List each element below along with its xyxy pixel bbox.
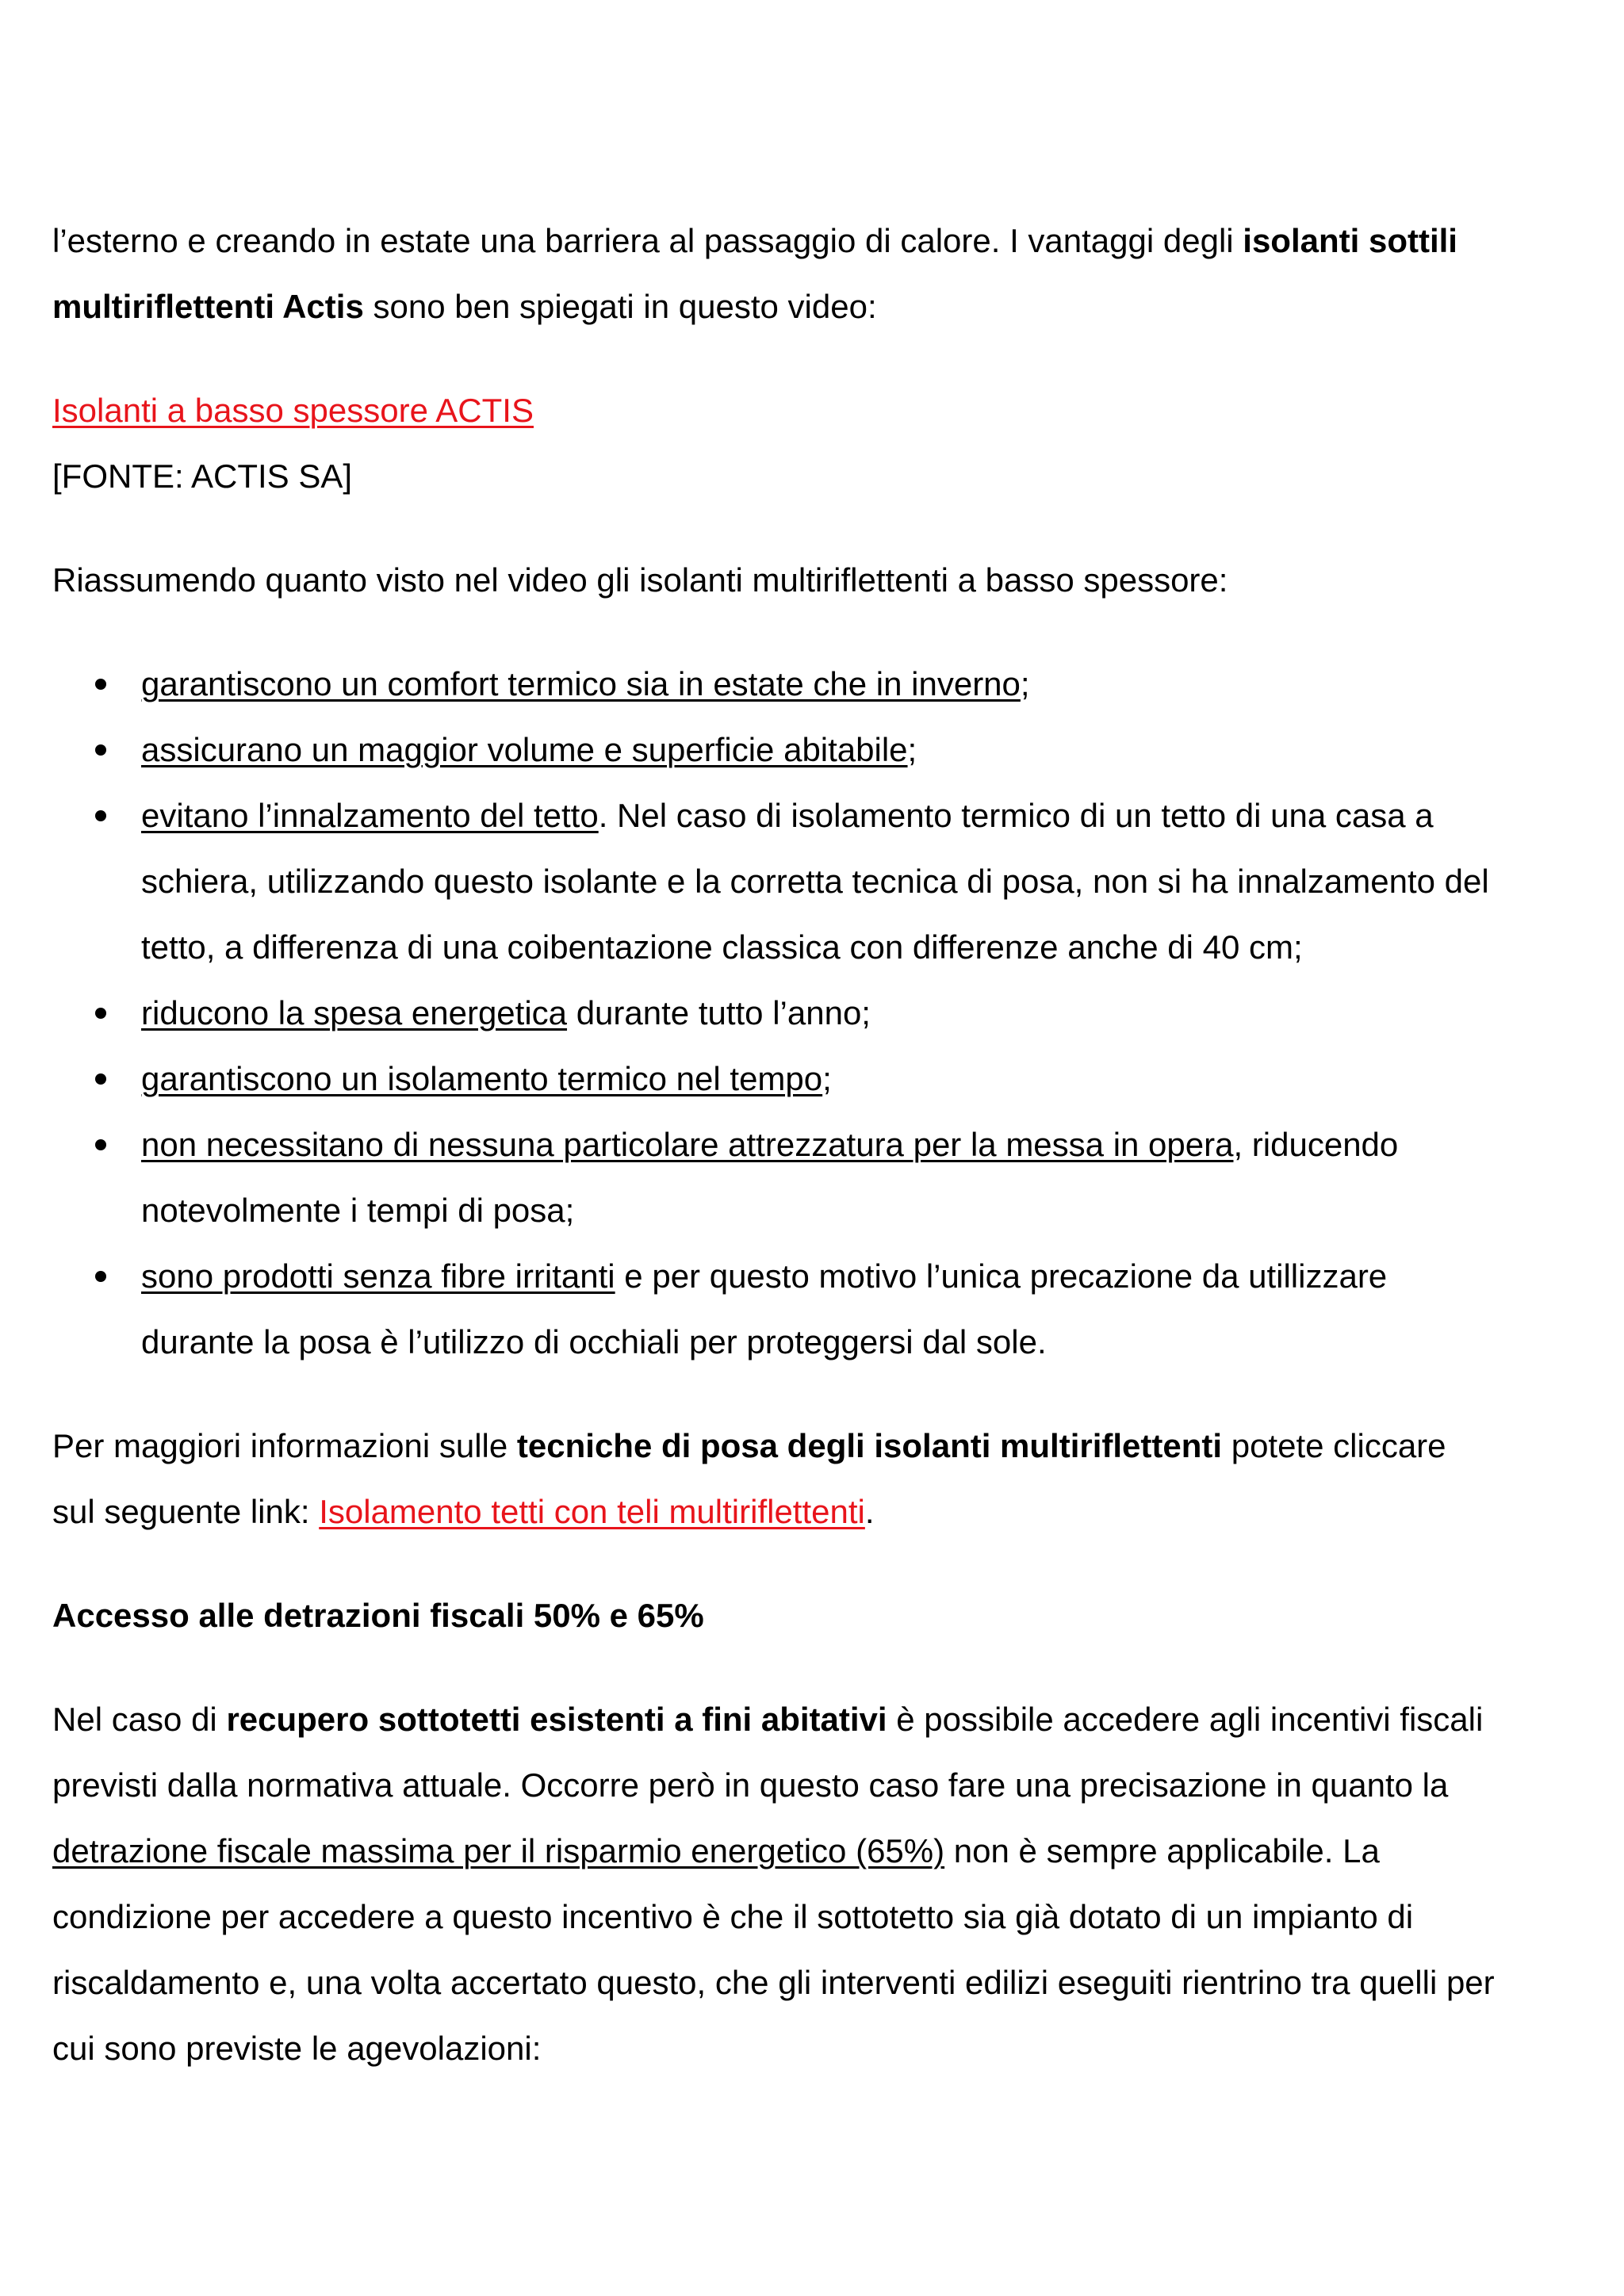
benefits-list — [52, 651, 1496, 1375]
article-body — [52, 208, 1496, 2081]
video-link-paragraph — [52, 377, 1496, 443]
bullet-icon — [95, 810, 106, 821]
list-item: non necessitano di nessuna particolare attrezzatura per la messa in opera, riducendo notevolmente i tempi di posa; — [52, 1112, 1496, 1243]
bullet-icon — [95, 1073, 106, 1085]
section-heading: Accesso alle detrazioni fiscali 50% e 65% — [52, 1597, 704, 1634]
video-link[interactable]: Isolanti a basso spessore ACTIS — [52, 392, 534, 429]
list-item: riducono la spesa energetica durante tutto l’anno; — [52, 980, 1496, 1046]
bullet-icon — [95, 1008, 106, 1019]
list-item: evitano l’innalzamento del tetto. Nel caso di isolamento termico di un tetto di una casa a schiera, utilizzando questo isolante e la corretta tecnica di posa, non si ha innalzamento del tetto, a differenza di una coibentazione classica con differenze anche di 40 cm; — [52, 783, 1496, 980]
bullet-icon — [95, 744, 106, 756]
list-item: assicurano un maggior volume e superficie abitabile; — [52, 717, 1496, 783]
detrazioni-paragraph: Nel caso di recupero sottotetti esistenti a fini abitativi è possibile accedere agli incentivi fiscali previsti dalla normativa attuale. Occorre però in questo caso fare una precisazione in quanto la detrazione fiscale massima per il risparmio energetico (65%) non è sempre applicabile. La condizione per accedere a questo incentivo è che il sottotetto sia già dotato di un impianto di riscaldamento e, una volta accertato questo, che gli interventi edilizi eseguiti rientrino tra quelli per cui sono previste le agevolazioni: — [52, 1701, 1495, 2067]
list-item: sono prodotti senza fibre irritanti e per questo motivo l’unica precazione da utillizzare durante la posa è l’utilizzo di occhiali per proteggersi dal sole. — [52, 1243, 1496, 1375]
posa-techniques-link[interactable]: Isolamento tetti con teli multiriflettenti — [319, 1493, 865, 1530]
summary-intro: Riassumendo quanto visto nel video gli isolanti multiriflettenti a basso spessore: — [52, 561, 1228, 599]
bullet-icon — [95, 1271, 106, 1282]
intro-bold: isolanti sottili multiriflettenti Actis — [52, 222, 1457, 325]
bullet-icon — [95, 679, 106, 690]
more-info-paragraph: Per maggiori informazioni sulle tecniche di posa degli isolanti multiriflettenti potete cliccare sul seguente link: Isolamento tetti con teli multiriflettenti. — [52, 1427, 1446, 1530]
bullet-icon — [95, 1139, 106, 1150]
list-item: garantiscono un comfort termico sia in estate che in inverno; — [52, 651, 1496, 717]
intro-paragraph: l’esterno e creando in estate una barriera al passaggio di calore. I vantaggi degli isolanti sottili multiriflettenti Actis sono ben spiegati in questo video: — [52, 222, 1457, 325]
list-item: garantiscono un isolamento termico nel tempo; — [52, 1046, 1496, 1112]
source-note: [FONTE: ACTIS SA] — [52, 457, 353, 495]
